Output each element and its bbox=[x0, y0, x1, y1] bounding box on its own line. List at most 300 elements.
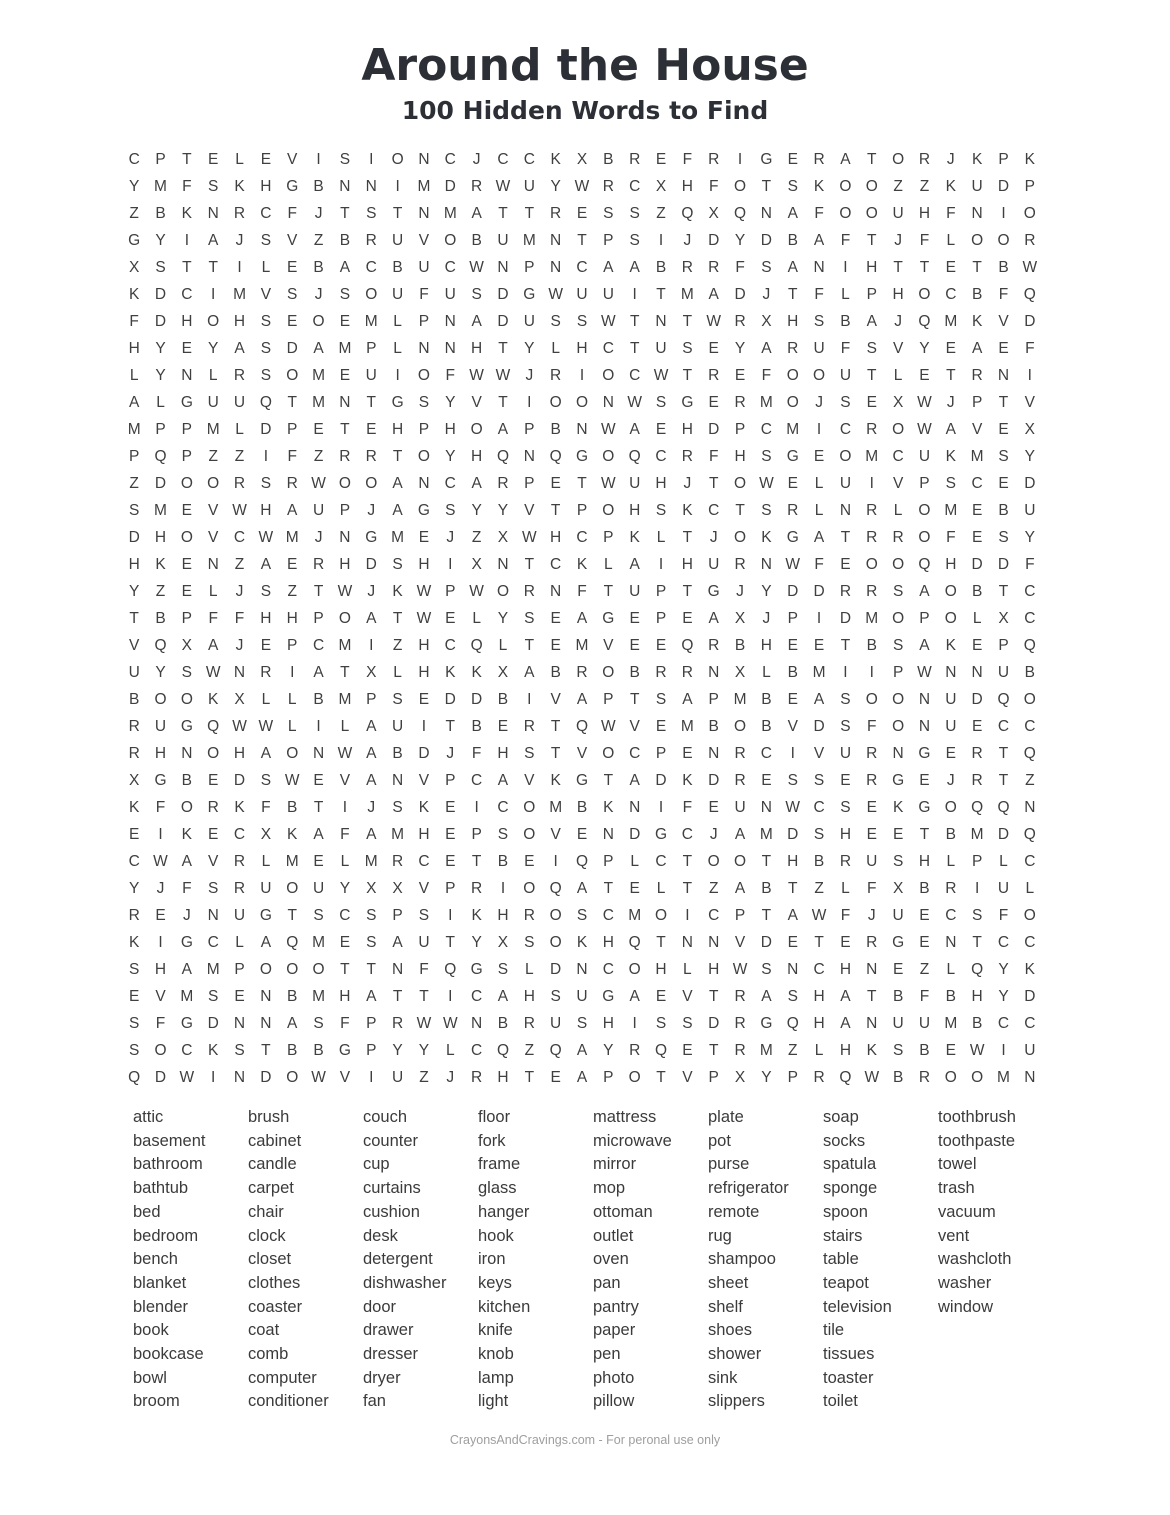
page-title: Around the House bbox=[361, 40, 809, 91]
grid-letter: H bbox=[708, 960, 720, 978]
grid-letter: O bbox=[602, 367, 615, 385]
grid-letter: Z bbox=[419, 1068, 429, 1086]
grid-letter: R bbox=[550, 367, 562, 385]
grid-letter: R bbox=[734, 771, 746, 789]
grid-letter: T bbox=[867, 987, 877, 1005]
grid-letter: E bbox=[287, 313, 298, 331]
grid-letter: V bbox=[208, 502, 219, 520]
word-list-item: cabinet bbox=[248, 1131, 302, 1150]
grid-letter: I bbox=[869, 475, 874, 493]
grid-letter: R bbox=[734, 1014, 746, 1032]
grid-letter: Q bbox=[207, 717, 220, 735]
grid-letter: E bbox=[787, 151, 798, 169]
grid-letter: J bbox=[946, 771, 955, 789]
grid-letter: T bbox=[656, 1068, 666, 1086]
grid-letter: U bbox=[918, 1014, 931, 1032]
grid-letter: E bbox=[208, 825, 219, 843]
grid-letter: S bbox=[418, 906, 430, 924]
grid-letter: F bbox=[419, 960, 429, 978]
grid-letter: D bbox=[1024, 475, 1036, 493]
grid-letter: K bbox=[761, 529, 772, 547]
grid-letter: W bbox=[785, 556, 801, 574]
grid-letter: I bbox=[843, 663, 848, 681]
grid-letter: H bbox=[629, 502, 641, 520]
grid-letter: B bbox=[287, 798, 298, 816]
grid-letter: B bbox=[313, 1041, 324, 1059]
grid-letter: J bbox=[235, 636, 244, 654]
grid-letter: N bbox=[444, 340, 456, 358]
grid-letter: C bbox=[629, 367, 641, 385]
grid-letter: K bbox=[813, 178, 825, 196]
grid-letter: L bbox=[208, 583, 218, 601]
grid-letter: Q bbox=[549, 1041, 562, 1059]
word-list-item: television bbox=[823, 1297, 892, 1316]
grid-letter: S bbox=[629, 232, 640, 250]
grid-letter: X bbox=[471, 556, 482, 574]
word-list-item: bathtub bbox=[133, 1179, 189, 1198]
grid-letter: M bbox=[312, 394, 326, 412]
grid-letter: W bbox=[732, 960, 748, 978]
grid-letter: T bbox=[445, 717, 456, 735]
grid-letter: K bbox=[576, 933, 588, 951]
grid-letter: E bbox=[892, 960, 904, 978]
grid-letter: P bbox=[524, 475, 535, 493]
grid-letter: F bbox=[840, 340, 851, 358]
grid-letter: N bbox=[918, 690, 931, 708]
word-list-item: book bbox=[133, 1321, 169, 1340]
grid-letter: E bbox=[418, 690, 430, 708]
grid-letter: O bbox=[286, 367, 299, 385]
grid-letter: M bbox=[154, 178, 167, 196]
grid-letter: O bbox=[734, 475, 747, 493]
grid-letter: O bbox=[207, 475, 220, 493]
grid-letter: I bbox=[1001, 1041, 1006, 1059]
grid-letter: R bbox=[708, 151, 720, 169]
grid-letter: O bbox=[1023, 205, 1036, 223]
grid-letter: H bbox=[154, 960, 167, 978]
grid-letter: U bbox=[997, 879, 1010, 897]
grid-letter: N bbox=[866, 960, 878, 978]
grid-letter: U bbox=[945, 690, 957, 708]
grid-letter: L bbox=[972, 609, 982, 627]
grid-letter: E bbox=[813, 448, 825, 466]
grid-letter: N bbox=[576, 960, 588, 978]
grid-letter: K bbox=[471, 906, 482, 924]
grid-letter: T bbox=[761, 178, 772, 196]
grid-letter: O bbox=[944, 798, 957, 816]
grid-letter: F bbox=[998, 906, 1009, 924]
grid-letter: G bbox=[259, 906, 272, 924]
grid-letter: R bbox=[839, 852, 852, 870]
grid-letter: F bbox=[287, 448, 297, 466]
grid-letter: R bbox=[734, 987, 746, 1005]
grid-letter: T bbox=[761, 852, 772, 870]
grid-letter: V bbox=[208, 529, 219, 547]
grid-letter: A bbox=[576, 609, 588, 627]
grid-letter: X bbox=[497, 529, 509, 547]
grid-letter: R bbox=[1024, 232, 1036, 250]
grid-letter: P bbox=[734, 906, 746, 924]
grid-letter: M bbox=[944, 313, 958, 331]
grid-letter: V bbox=[208, 852, 219, 870]
grid-letter: O bbox=[180, 798, 193, 816]
grid-letter: A bbox=[682, 690, 693, 708]
grid-letter: U bbox=[207, 394, 219, 412]
grid-letter: Z bbox=[234, 556, 245, 574]
grid-letter: E bbox=[892, 825, 904, 843]
grid-letter: L bbox=[946, 232, 956, 250]
grid-letter: J bbox=[525, 367, 534, 385]
grid-letter: Q bbox=[1023, 286, 1036, 304]
grid-letter: L bbox=[261, 690, 271, 708]
grid-letter: C bbox=[813, 798, 825, 816]
grid-letter: V bbox=[287, 151, 298, 169]
grid-letter: E bbox=[208, 771, 219, 789]
word-list-item: bedroom bbox=[133, 1226, 199, 1245]
grid-letter: P bbox=[787, 1068, 798, 1086]
grid-letter: W bbox=[284, 771, 300, 789]
grid-letter: T bbox=[867, 232, 877, 250]
grid-letter: A bbox=[734, 825, 746, 843]
grid-letter: F bbox=[814, 205, 824, 223]
grid-letter: U bbox=[1024, 502, 1036, 520]
grid-letter: W bbox=[627, 394, 642, 412]
grid-letter: R bbox=[734, 313, 746, 331]
word-list-item: sink bbox=[708, 1368, 738, 1387]
grid-letter: F bbox=[182, 879, 192, 897]
grid-letter: T bbox=[840, 529, 851, 547]
word-list-item: dishwasher bbox=[363, 1273, 447, 1292]
grid-letter: U bbox=[365, 367, 377, 385]
grid-letter: H bbox=[233, 313, 246, 331]
grid-letter: T bbox=[656, 286, 666, 304]
word-list-item: cup bbox=[363, 1155, 390, 1174]
grid-letter: C bbox=[365, 259, 377, 277]
grid-letter: U bbox=[418, 933, 430, 951]
word-list-item: dryer bbox=[363, 1368, 401, 1387]
grid-letter: O bbox=[707, 852, 720, 870]
grid-letter: H bbox=[918, 852, 931, 870]
word-list-item: knob bbox=[478, 1345, 514, 1364]
grid-letter: W bbox=[601, 421, 616, 439]
grid-letter: B bbox=[550, 663, 561, 681]
grid-letter: S bbox=[971, 906, 983, 924]
grid-letter: G bbox=[892, 933, 905, 951]
grid-letter: G bbox=[707, 583, 720, 601]
grid-letter: D bbox=[839, 609, 852, 627]
grid-letter: E bbox=[971, 636, 983, 654]
grid-letter: T bbox=[682, 367, 693, 385]
grid-letter: H bbox=[523, 987, 535, 1005]
word-list-item: chair bbox=[248, 1202, 284, 1221]
grid-letter: G bbox=[180, 717, 193, 735]
grid-letter: L bbox=[393, 340, 402, 358]
grid-letter: O bbox=[892, 151, 905, 169]
grid-letter: L bbox=[841, 286, 850, 304]
grid-letter: H bbox=[260, 502, 272, 520]
grid-letter: O bbox=[180, 690, 193, 708]
grid-letter: N bbox=[260, 987, 272, 1005]
grid-letter: O bbox=[734, 178, 747, 196]
grid-letter: T bbox=[603, 771, 614, 789]
grid-letter: L bbox=[340, 717, 350, 735]
grid-letter: K bbox=[945, 178, 956, 196]
grid-letter: S bbox=[260, 340, 272, 358]
grid-letter: S bbox=[418, 394, 430, 412]
grid-letter: O bbox=[918, 502, 931, 520]
grid-letter: R bbox=[734, 744, 746, 762]
grid-letter: U bbox=[154, 717, 167, 735]
grid-letter: E bbox=[339, 313, 351, 331]
grid-letter: L bbox=[893, 367, 903, 385]
grid-letter: T bbox=[603, 583, 614, 601]
grid-letter: I bbox=[658, 798, 664, 816]
grid-letter: H bbox=[339, 987, 351, 1005]
word-list-item: washer bbox=[938, 1273, 992, 1292]
grid-letter: A bbox=[260, 556, 272, 574]
grid-letter: A bbox=[366, 609, 377, 627]
grid-letter: M bbox=[997, 1068, 1010, 1086]
grid-letter: E bbox=[655, 636, 667, 654]
grid-letter: X bbox=[576, 151, 588, 169]
grid-letter: S bbox=[576, 313, 588, 331]
grid-letter: E bbox=[181, 340, 193, 358]
word-list-item: hanger bbox=[478, 1202, 530, 1221]
word-list-item: coaster bbox=[248, 1297, 303, 1316]
grid-letter: S bbox=[603, 205, 614, 223]
word-list-item: socks bbox=[823, 1131, 866, 1150]
grid-letter: A bbox=[813, 232, 825, 250]
grid-letter: O bbox=[892, 421, 905, 439]
grid-letter: I bbox=[527, 690, 532, 708]
grid-letter: R bbox=[260, 663, 272, 681]
grid-letter: K bbox=[234, 178, 245, 196]
grid-letter: A bbox=[919, 636, 930, 654]
grid-letter: W bbox=[442, 1014, 458, 1032]
grid-letter: L bbox=[946, 852, 956, 870]
grid-letter: U bbox=[128, 663, 140, 681]
grid-letter: D bbox=[444, 690, 456, 708]
grid-letter: H bbox=[286, 609, 298, 627]
grid-letter: R bbox=[971, 771, 983, 789]
grid-letter: K bbox=[971, 313, 983, 331]
grid-letter: C bbox=[128, 151, 140, 169]
grid-letter: K bbox=[682, 771, 693, 789]
word-list-item: knife bbox=[478, 1321, 513, 1340]
grid-letter: Y bbox=[128, 879, 140, 897]
grid-letter: P bbox=[655, 609, 667, 627]
grid-letter: E bbox=[128, 987, 140, 1005]
grid-letter: I bbox=[685, 906, 690, 924]
grid-letter: W bbox=[706, 313, 722, 331]
grid-letter: B bbox=[813, 852, 825, 870]
grid-letter: T bbox=[445, 933, 456, 951]
grid-letter: S bbox=[260, 313, 272, 331]
word-list-item: drawer bbox=[363, 1321, 414, 1340]
grid-letter: E bbox=[866, 394, 877, 412]
grid-letter: V bbox=[128, 636, 140, 654]
grid-letter: S bbox=[260, 771, 272, 789]
grid-letter: L bbox=[287, 690, 297, 708]
grid-letter: L bbox=[287, 717, 297, 735]
word-list-item: frame bbox=[478, 1155, 521, 1174]
grid-letter: Q bbox=[470, 636, 483, 654]
grid-letter: D bbox=[708, 771, 720, 789]
grid-letter: X bbox=[892, 879, 904, 897]
grid-letter: S bbox=[787, 178, 798, 196]
grid-letter: W bbox=[258, 717, 274, 735]
word-list-item: shower bbox=[708, 1345, 762, 1364]
grid-letter: Y bbox=[155, 367, 166, 385]
grid-letter: D bbox=[154, 475, 167, 493]
grid-letter: N bbox=[576, 421, 588, 439]
grid-letter: R bbox=[523, 906, 535, 924]
grid-letter: C bbox=[233, 825, 246, 843]
grid-letter: O bbox=[654, 906, 668, 924]
grid-letter: P bbox=[418, 313, 430, 331]
grid-letter: O bbox=[944, 1068, 957, 1086]
grid-letter: K bbox=[550, 771, 561, 789]
grid-letter: T bbox=[682, 583, 693, 601]
grid-letter: B bbox=[313, 178, 324, 196]
grid-letter: E bbox=[971, 529, 983, 547]
grid-letter: E bbox=[919, 367, 930, 385]
word-list-item: vacuum bbox=[938, 1202, 996, 1221]
grid-letter: M bbox=[206, 421, 220, 439]
grid-letter: Q bbox=[1023, 825, 1036, 843]
grid-letter: U bbox=[918, 448, 931, 466]
grid-letter: N bbox=[708, 933, 720, 951]
grid-letter: Z bbox=[471, 529, 482, 547]
grid-letter: Q bbox=[575, 717, 589, 735]
word-list-item: broom bbox=[133, 1392, 180, 1411]
grid-letter: H bbox=[471, 448, 483, 466]
grid-letter: N bbox=[497, 556, 509, 574]
grid-letter: N bbox=[708, 663, 720, 681]
grid-letter: U bbox=[839, 475, 852, 493]
grid-letter: P bbox=[971, 394, 983, 412]
grid-letter: O bbox=[786, 367, 799, 385]
grid-letter: Z bbox=[129, 205, 139, 223]
grid-letter: J bbox=[709, 529, 718, 547]
grid-letter: C bbox=[576, 529, 588, 547]
word-list bbox=[133, 1106, 1043, 1414]
grid-letter: B bbox=[603, 151, 614, 169]
grid-letter: Y bbox=[418, 1041, 430, 1059]
grid-letter: O bbox=[365, 475, 378, 493]
grid-letter: B bbox=[655, 259, 667, 277]
grid-letter: P bbox=[366, 690, 377, 708]
grid-letter: T bbox=[682, 879, 693, 897]
grid-letter: G bbox=[154, 771, 167, 789]
grid-letter: J bbox=[446, 1068, 455, 1086]
grid-letter: C bbox=[655, 852, 667, 870]
grid-letter: N bbox=[418, 151, 430, 169]
grid-letter: T bbox=[577, 232, 587, 250]
grid-letter: S bbox=[576, 906, 588, 924]
grid-letter: R bbox=[523, 583, 535, 601]
grid-letter: O bbox=[496, 583, 509, 601]
grid-letter: O bbox=[391, 151, 404, 169]
grid-letter: S bbox=[260, 475, 272, 493]
grid-letter: B bbox=[313, 690, 324, 708]
grid-letter: P bbox=[366, 340, 377, 358]
grid-letter: H bbox=[892, 286, 904, 304]
grid-letter: X bbox=[181, 636, 193, 654]
grid-letter: E bbox=[682, 744, 693, 762]
grid-letter: L bbox=[340, 852, 350, 870]
grid-letter: Y bbox=[128, 583, 140, 601]
grid-letter: H bbox=[418, 636, 430, 654]
grid-letter: O bbox=[207, 744, 220, 762]
word-list-item: table bbox=[823, 1250, 859, 1269]
grid-letter: U bbox=[655, 340, 667, 358]
grid-letter: M bbox=[285, 852, 299, 870]
grid-letter: N bbox=[260, 1014, 272, 1032]
grid-letter: N bbox=[418, 340, 430, 358]
grid-letter: T bbox=[972, 259, 982, 277]
grid-letter: Q bbox=[286, 933, 299, 951]
grid-letter: W bbox=[232, 502, 247, 520]
grid-letter: A bbox=[787, 205, 798, 223]
grid-letter: F bbox=[946, 205, 956, 223]
word-list-item: paper bbox=[593, 1321, 636, 1340]
word-list-item: shoes bbox=[708, 1321, 753, 1340]
grid-letter: T bbox=[550, 717, 561, 735]
grid-letter: F bbox=[946, 529, 956, 547]
grid-letter: Y bbox=[155, 340, 166, 358]
grid-letter: C bbox=[444, 259, 456, 277]
grid-letter: O bbox=[523, 825, 536, 843]
grid-letter: O bbox=[865, 178, 878, 196]
grid-letter: V bbox=[734, 933, 746, 951]
grid-letter: T bbox=[182, 259, 192, 277]
grid-letter: J bbox=[367, 502, 376, 520]
grid-letter: V bbox=[603, 636, 614, 654]
grid-letter: L bbox=[261, 852, 271, 870]
word-list-item: purse bbox=[708, 1155, 750, 1174]
grid-letter: N bbox=[418, 475, 430, 493]
grid-letter: P bbox=[287, 636, 298, 654]
grid-letter: T bbox=[919, 259, 930, 277]
grid-letter: F bbox=[814, 286, 824, 304]
grid-letter: I bbox=[237, 259, 242, 277]
grid-letter: T bbox=[998, 394, 1009, 412]
grid-letter: W bbox=[416, 1014, 432, 1032]
grid-letter: E bbox=[945, 1041, 956, 1059]
grid-letter: T bbox=[313, 583, 324, 601]
word-list-item: floor bbox=[478, 1108, 511, 1126]
grid-letter: M bbox=[312, 367, 326, 385]
word-list-item: vent bbox=[938, 1226, 970, 1245]
grid-letter: L bbox=[893, 502, 903, 520]
grid-letter: O bbox=[470, 421, 483, 439]
grid-letter: O bbox=[154, 690, 167, 708]
grid-letter: C bbox=[629, 744, 641, 762]
grid-letter: N bbox=[681, 933, 693, 951]
grid-letter: M bbox=[970, 448, 984, 466]
grid-letter: R bbox=[734, 1041, 746, 1059]
word-list-item: mattress bbox=[593, 1108, 657, 1126]
grid-letter: I bbox=[527, 394, 532, 412]
grid-letter: L bbox=[235, 933, 244, 951]
grid-letter: L bbox=[156, 394, 165, 412]
grid-letter: U bbox=[997, 663, 1010, 681]
grid-letter: P bbox=[445, 879, 456, 897]
grid-letter: K bbox=[629, 529, 640, 547]
grid-letter: T bbox=[182, 151, 192, 169]
grid-letter: W bbox=[311, 1068, 326, 1086]
